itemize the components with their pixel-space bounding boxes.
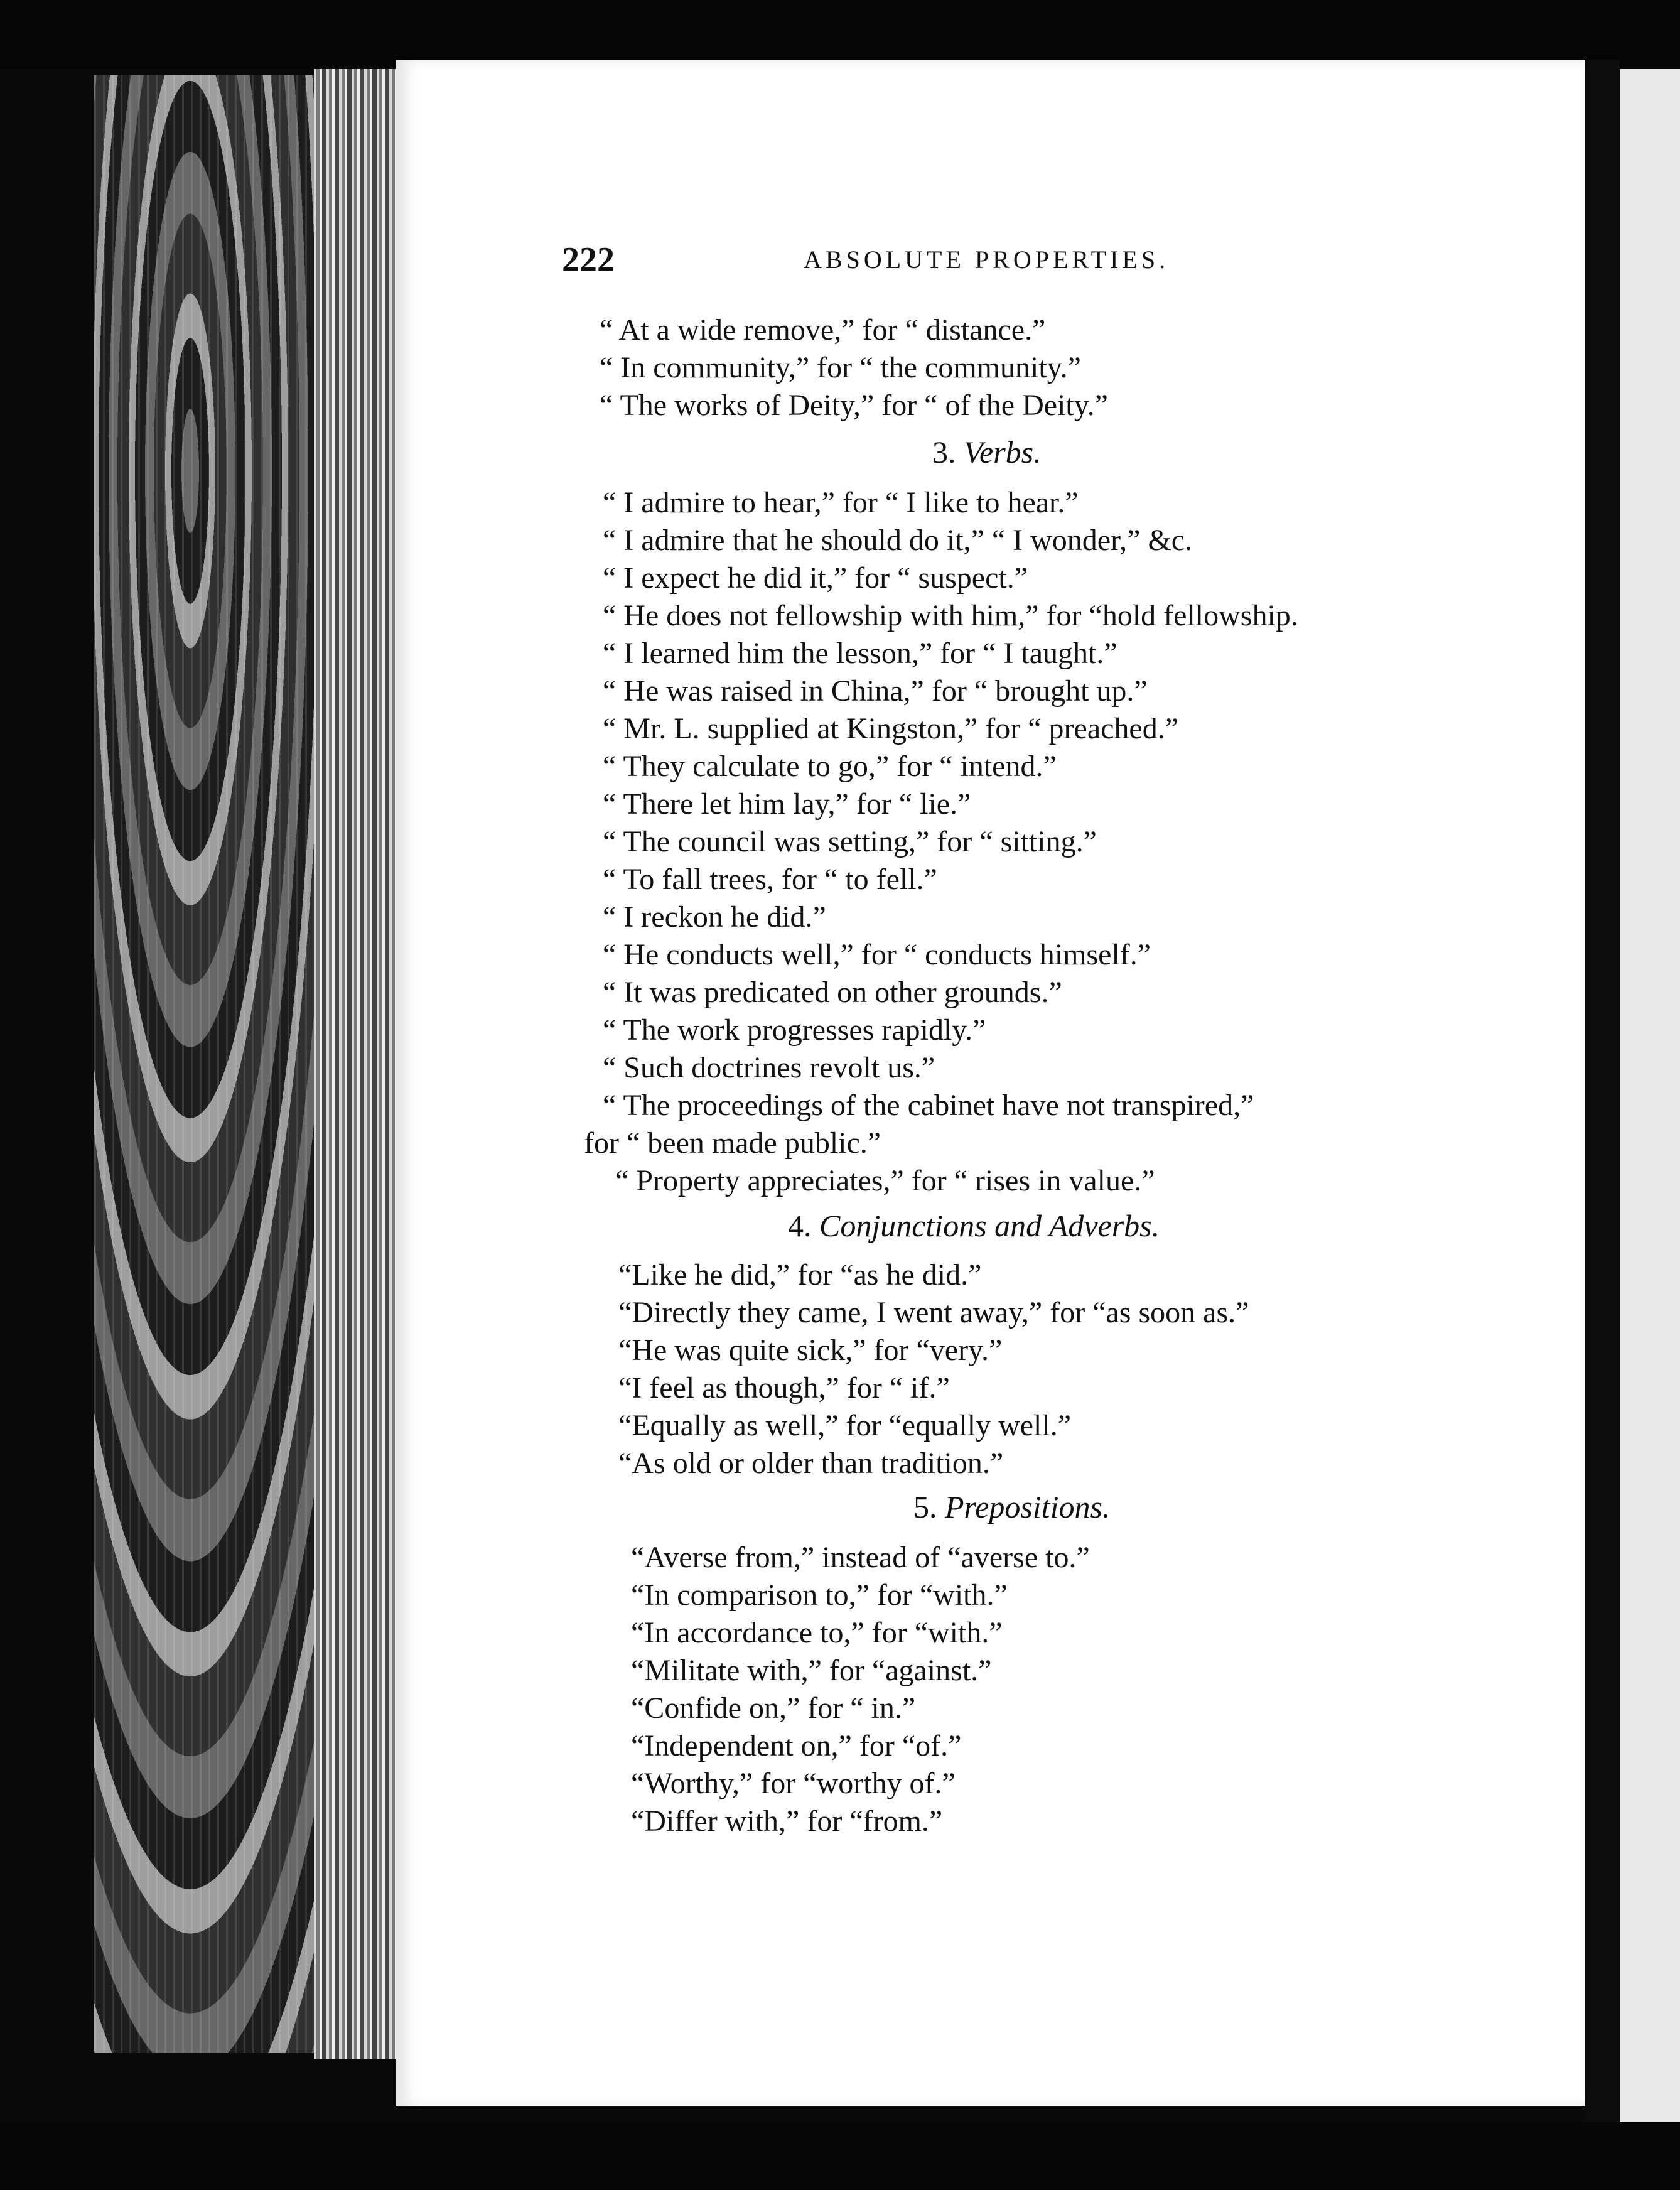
list-item: “I feel as though,” for “ if.”	[618, 1371, 950, 1405]
section-number: 5.	[913, 1489, 937, 1524]
list-item: “Confide on,” for “ in.”	[631, 1691, 916, 1725]
facing-page-edge	[1620, 69, 1680, 2141]
section-number: 4.	[788, 1208, 812, 1243]
list-item: “ Property appreciates,” for “ rises in value.”	[615, 1164, 1155, 1197]
list-item: “He was quite sick,” for “very.”	[618, 1334, 1003, 1367]
list-item: “ He conducts well,” for “ conducts himself.”	[603, 938, 1151, 971]
list-item: “Directly they came, I went away,” for “as soon as.”	[618, 1296, 1249, 1329]
list-item: “ I reckon he did.”	[603, 900, 826, 934]
list-item: “ In community,” for “ the community.”	[600, 351, 1081, 384]
list-item: “ Mr. L. supplied at Kingston,” for “ preached.”	[603, 712, 1179, 745]
gutter-shadow	[1585, 60, 1620, 2144]
list-item: “ I admire that he should do it,” “ I wonder,” &c.	[603, 524, 1193, 557]
list-item: “Like he did,” for “as he did.”	[618, 1258, 982, 1292]
list-item: “Averse from,” instead of “averse to.”	[631, 1541, 1090, 1574]
scan-bottom-margin	[0, 2122, 1680, 2190]
list-item: “ It was predicated on other grounds.”	[603, 976, 1062, 1009]
list-item: “ The works of Deity,” for “ of the Deity.”	[600, 389, 1108, 422]
section-title: Conjunctions and Adverbs.	[819, 1208, 1160, 1243]
list-item: “Worthy,” for “worthy of.”	[631, 1767, 956, 1800]
list-item: “Equally as well,” for “equally well.”	[618, 1409, 1072, 1442]
list-item: “ Such doctrines revolt us.”	[603, 1051, 935, 1084]
scan-top-margin	[0, 0, 1680, 69]
list-item: “ I expect he did it,” for “ suspect.”	[603, 561, 1028, 595]
list-item: “ The proceedings of the cabinet have not transpired,”	[603, 1089, 1254, 1122]
list-item: “ I learned him the lesson,” for “ I taught.”	[603, 637, 1117, 670]
running-head: ABSOLUTE PROPERTIES.	[804, 245, 1170, 274]
list-item: “Militate with,” for “against.”	[631, 1654, 992, 1687]
page-header	[562, 240, 1221, 290]
list-item: “ The work progresses rapidly.”	[603, 1013, 986, 1047]
list-item: “Independent on,” for “of.”	[631, 1729, 962, 1762]
list-item: “In accordance to,” for “with.”	[631, 1616, 1003, 1649]
list-item: “ He was raised in China,” for “ brought up.”	[603, 674, 1148, 708]
list-item: “ At a wide remove,” for “ distance.”	[600, 313, 1046, 347]
section-title: Prepositions.	[945, 1489, 1111, 1524]
list-item: “ There let him lay,” for “ lie.”	[603, 787, 971, 821]
section-heading-conjunctions	[788, 1207, 1160, 1244]
section-heading-prepositions	[913, 1488, 1110, 1526]
list-item: “ I admire to hear,” for “ I like to hear.”	[603, 486, 1079, 519]
list-item: “ They calculate to go,” for “ intend.”	[603, 750, 1057, 783]
list-item: “Differ with,” for “from.”	[631, 1804, 943, 1838]
page-number: 222	[562, 240, 615, 279]
list-item: for “ been made public.”	[584, 1126, 881, 1160]
list-item: “In comparison to,” for “with.”	[631, 1578, 1008, 1612]
list-item: “As old or older than tradition.”	[618, 1447, 1004, 1480]
section-number: 3.	[932, 434, 956, 470]
section-heading-verbs	[932, 433, 1042, 471]
list-item: “ To fall trees, for “ to fell.”	[603, 863, 937, 896]
list-item: “ The council was setting,” for “ sitting.”	[603, 825, 1097, 858]
list-item: “ He does not fellowship with him,” for “hold fellowship.	[603, 599, 1298, 632]
section-title: Verbs.	[964, 434, 1042, 470]
